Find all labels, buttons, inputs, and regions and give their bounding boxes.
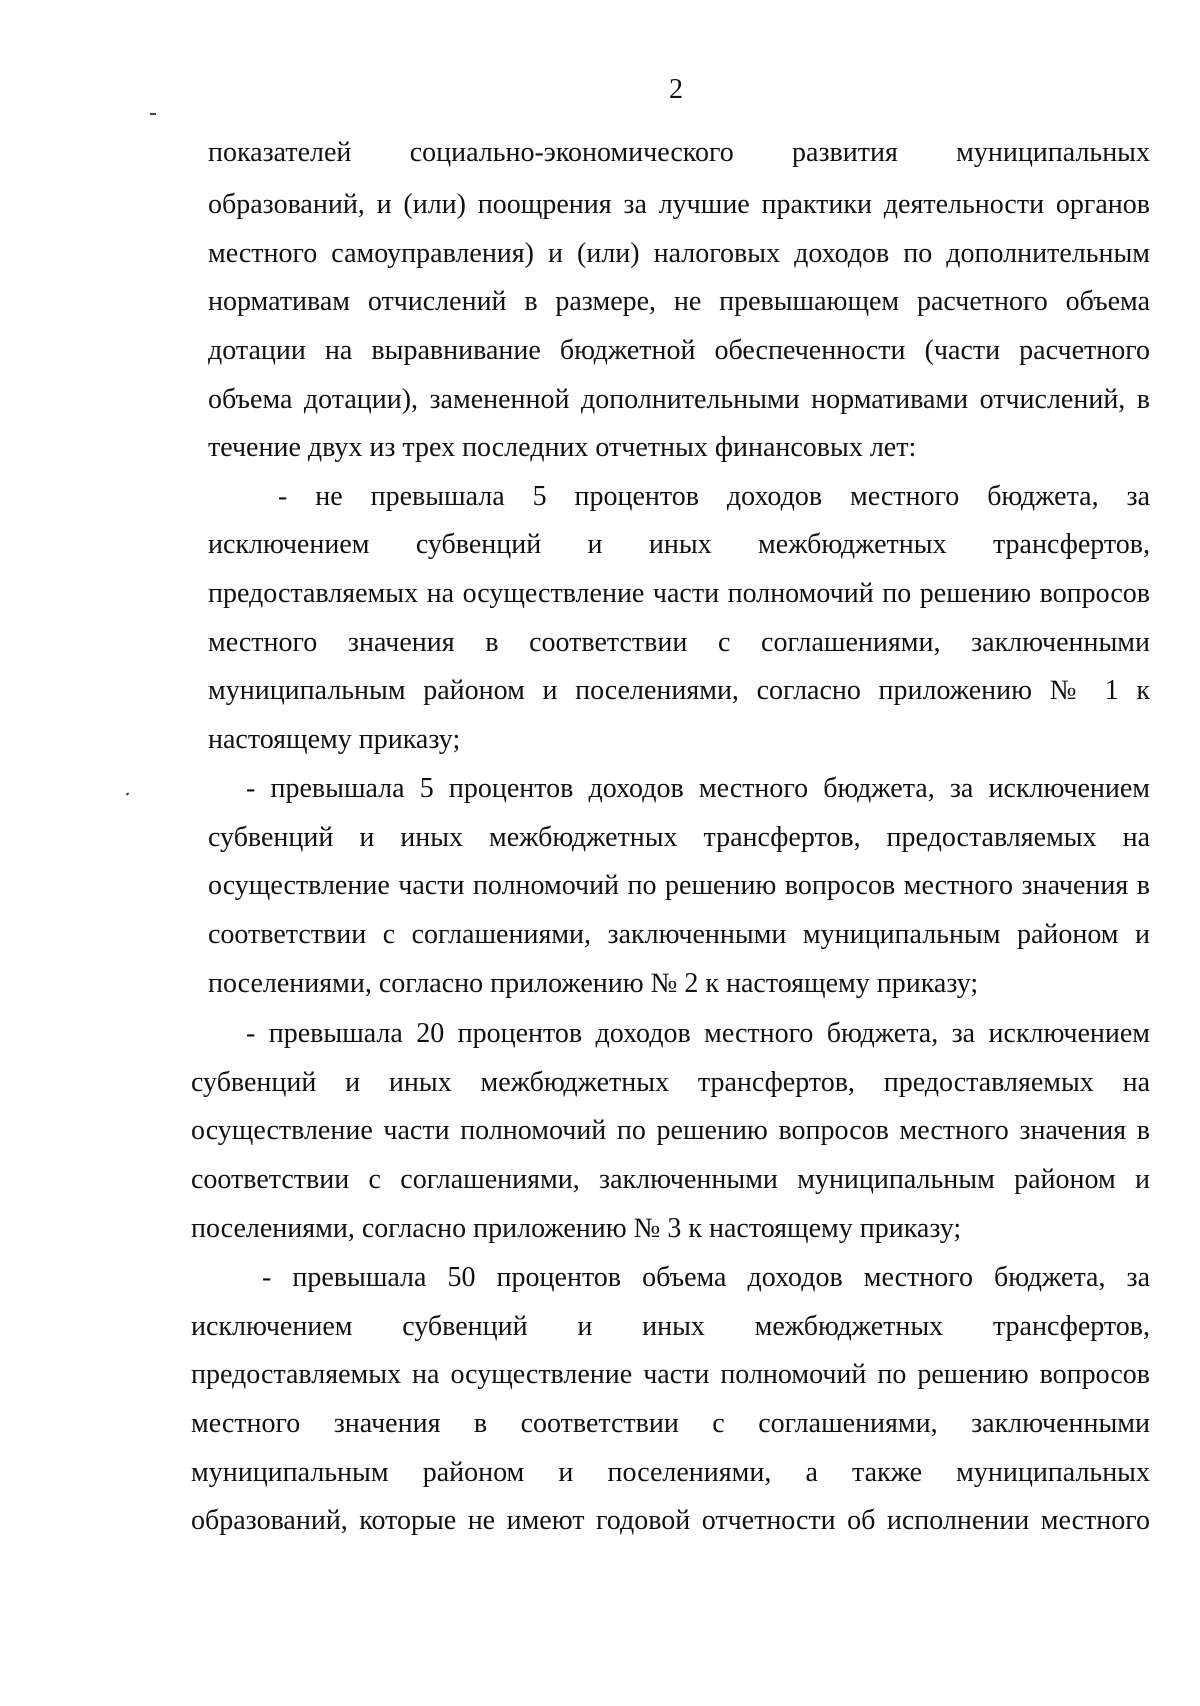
text-line: соответствии с соглашениями, заключенными муниципальным районом и [191, 1164, 1150, 1195]
text-line: нормативам отчислений в размере, не превышающем расчетного объема [208, 286, 1150, 317]
text-line: осуществление части полномочий по решению вопросов местного значения в [191, 1115, 1150, 1146]
text-line: исключением субвенций и иных межбюджетных трансфертов, [191, 1311, 1150, 1342]
text-line: - превышала 50 процентов объема доходов местного бюджета, за [262, 1262, 1150, 1293]
text-line: местного значения в соответствии с соглашениями, заключенными [208, 627, 1150, 658]
page-number: 2 [669, 74, 683, 105]
text-line: настоящему приказу; [208, 724, 461, 755]
text-line: объема дотации), замененной дополнительными нормативами отчислений, в [208, 384, 1150, 415]
text-line: - превышала 5 процентов доходов местного бюджета, за исключением [246, 773, 1150, 804]
text-line: показателей социально-экономического развития муниципальных [208, 137, 1150, 168]
text-line: образований, которые не имеют годовой отчетности об исполнении местного [191, 1505, 1150, 1536]
text-line: поселениями, согласно приложению № 3 к настоящему приказу; [191, 1213, 962, 1244]
text-line: местного значения в соответствии с соглашениями, заключенными [191, 1408, 1150, 1439]
text-line: поселениями, согласно приложению № 2 к настоящему приказу; [208, 968, 979, 999]
text-line: местного самоуправления) и (или) налоговых доходов по дополнительным [208, 238, 1150, 269]
text-line: соответствии с соглашениями, заключенными муниципальным районом и [208, 919, 1150, 950]
text-line: - превышала 20 процентов доходов местного бюджета, за исключением [246, 1018, 1150, 1049]
text-line: осуществление части полномочий по решению вопросов местного значения в [208, 870, 1150, 901]
text-line: дотации на выравнивание бюджетной обеспеченности (части расчетного [208, 335, 1150, 366]
text-line: муниципальным районом и поселениями, согласно приложению № 1 к [208, 675, 1150, 706]
text-line: предоставляемых на осуществление части полномочий по решению вопросов [208, 578, 1150, 609]
text-line: предоставляемых на осуществление части полномочий по решению вопросов [191, 1359, 1150, 1390]
text-line: субвенций и иных межбюджетных трансфертов, предоставляемых на [208, 822, 1150, 853]
text-line: - не превышала 5 процентов доходов местного бюджета, за [278, 481, 1150, 512]
text-line: исключением субвенций и иных межбюджетных трансфертов, [208, 529, 1150, 560]
text-line: течение двух из трех последних отчетных финансовых лет: [208, 432, 917, 463]
text-line: муниципальным районом и поселениями, а также муниципальных [191, 1457, 1150, 1488]
text-line: субвенций и иных межбюджетных трансфертов, предоставляемых на [191, 1067, 1150, 1098]
text-line: образований, и (или) поощрения за лучшие практики деятельности органов [208, 189, 1150, 220]
